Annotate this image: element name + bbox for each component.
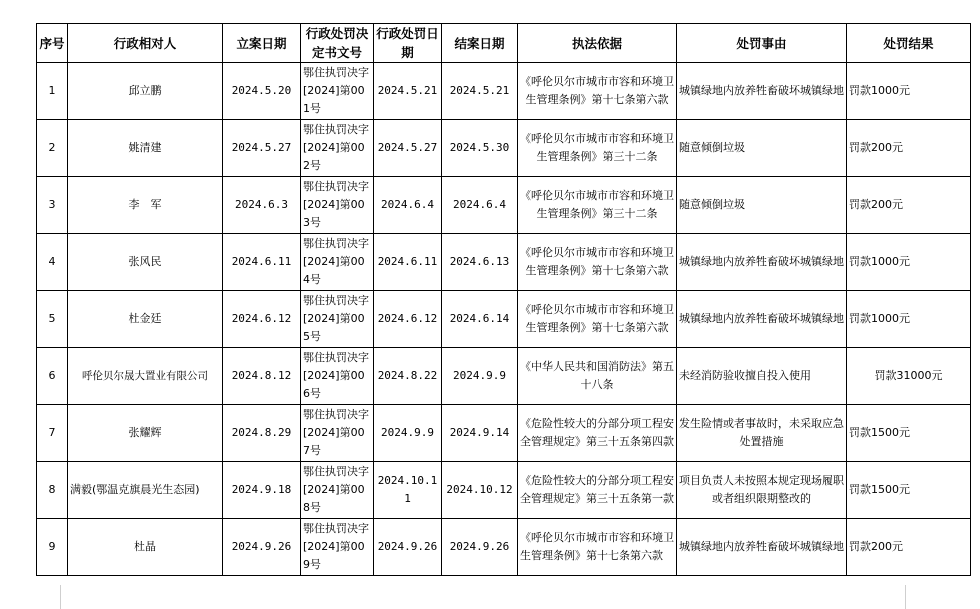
cell-matter: 城镇绿地内放养牲畜破坏城镇绿地 — [677, 519, 847, 576]
cell-closing-date: 2024.5.21 — [442, 63, 518, 120]
cell-matter: 城镇绿地内放养牲畜破坏城镇绿地 — [677, 63, 847, 120]
cell-basis: 《呼伦贝尔市城市市容和环境卫生管理条例》第十七条第六款 — [518, 63, 677, 120]
cell-basis: 《危险性较大的分部分项工程安全管理规定》第三十五条第一款 — [518, 462, 677, 519]
cell-result: 罚款1000元 — [847, 291, 971, 348]
cell-party: 李 军 — [68, 177, 223, 234]
cell-decision-date: 2024.5.21 — [374, 63, 442, 120]
cell-filing-date: 2024.8.29 — [223, 405, 301, 462]
cell-matter: 城镇绿地内放养牲畜破坏城镇绿地 — [677, 291, 847, 348]
table-row — [37, 120, 971, 177]
header-filing-date: 立案日期 — [223, 24, 301, 63]
cell-closing-date: 2024.6.13 — [442, 234, 518, 291]
cell-filing-date: 2024.6.3 — [223, 177, 301, 234]
page-margin-line-left — [60, 585, 61, 609]
cell-decision-no: 鄂住执罚决字[2024]第001号 — [301, 63, 374, 120]
cell-seq: 1 — [37, 63, 68, 120]
cell-filing-date: 2024.8.12 — [223, 348, 301, 405]
page-margin-line-right — [905, 585, 906, 609]
header-matter: 处罚事由 — [677, 24, 847, 63]
cell-result: 罚款200元 — [847, 120, 971, 177]
cell-decision-no: 鄂住执罚决字[2024]第007号 — [301, 405, 374, 462]
cell-filing-date: 2024.5.20 — [223, 63, 301, 120]
cell-matter: 随意倾倒垃圾 — [677, 177, 847, 234]
cell-party: 姚清建 — [68, 120, 223, 177]
cell-party: 张风民 — [68, 234, 223, 291]
cell-decision-date: 2024.9.26 — [374, 519, 442, 576]
cell-filing-date: 2024.5.27 — [223, 120, 301, 177]
cell-closing-date: 2024.5.30 — [442, 120, 518, 177]
cell-decision-no: 鄂住执罚决字[2024]第003号 — [301, 177, 374, 234]
cell-decision-no: 鄂住执罚决字[2024]第004号 — [301, 234, 374, 291]
cell-filing-date: 2024.6.11 — [223, 234, 301, 291]
cell-seq: 2 — [37, 120, 68, 177]
cell-basis: 《呼伦贝尔市城市市容和环境卫生管理条例》第十七条第六款 — [518, 234, 677, 291]
cell-matter: 城镇绿地内放养牲畜破坏城镇绿地 — [677, 234, 847, 291]
table-row — [37, 348, 971, 405]
cell-decision-date: 2024.9.9 — [374, 405, 442, 462]
cell-decision-date: 2024.6.12 — [374, 291, 442, 348]
cell-result: 罚款1000元 — [847, 63, 971, 120]
cell-closing-date: 2024.9.26 — [442, 519, 518, 576]
cell-decision-date: 2024.8.22 — [374, 348, 442, 405]
cell-result: 罚款1000元 — [847, 234, 971, 291]
cell-seq: 9 — [37, 519, 68, 576]
cell-party: 杜金廷 — [68, 291, 223, 348]
cell-closing-date: 2024.9.9 — [442, 348, 518, 405]
cell-seq: 4 — [37, 234, 68, 291]
cell-basis: 《呼伦贝尔市城市市容和环境卫生管理条例》第十七条第六款 — [518, 291, 677, 348]
cell-result: 罚款31000元 — [847, 348, 971, 405]
cell-basis: 《呼伦贝尔市城市市容和环境卫生管理条例》第三十二条 — [518, 120, 677, 177]
cell-decision-no: 鄂住执罚决字[2024]第009号 — [301, 519, 374, 576]
header-row — [37, 24, 971, 63]
table-row — [37, 234, 971, 291]
cell-party: 杜晶 — [68, 519, 223, 576]
cell-filing-date: 2024.6.12 — [223, 291, 301, 348]
cell-basis: 《呼伦贝尔市城市市容和环境卫生管理条例》第三十二条 — [518, 177, 677, 234]
cell-filing-date: 2024.9.26 — [223, 519, 301, 576]
cell-decision-date: 2024.6.4 — [374, 177, 442, 234]
cell-seq: 6 — [37, 348, 68, 405]
header-seq: 序号 — [37, 24, 68, 63]
cell-decision-date: 2024.5.27 — [374, 120, 442, 177]
cell-filing-date: 2024.9.18 — [223, 462, 301, 519]
cell-result: 罚款200元 — [847, 519, 971, 576]
cell-matter: 项目负责人未按照本规定现场履职或者组织限期整改的 — [677, 462, 847, 519]
cell-decision-no: 鄂住执罚决字[2024]第008号 — [301, 462, 374, 519]
cell-party: 呼伦贝尔晟大置业有限公司 — [68, 348, 223, 405]
cell-matter: 发生险情或者事故时，未采取应急处置措施 — [677, 405, 847, 462]
cell-closing-date: 2024.9.14 — [442, 405, 518, 462]
cell-closing-date: 2024.6.14 — [442, 291, 518, 348]
cell-basis: 《危险性较大的分部分项工程安全管理规定》第三十五条第四款 — [518, 405, 677, 462]
header-party: 行政相对人 — [68, 24, 223, 63]
cell-party: 邱立鹏 — [68, 63, 223, 120]
header-result: 处罚结果 — [847, 24, 971, 63]
cell-result: 罚款1500元 — [847, 405, 971, 462]
cell-basis: 《中华人民共和国消防法》第五十八条 — [518, 348, 677, 405]
table-row — [37, 291, 971, 348]
cell-seq: 3 — [37, 177, 68, 234]
cell-basis: 《呼伦贝尔市城市市容和环境卫生管理条例》第十七条第六款 — [518, 519, 677, 576]
header-decision-date: 行政处罚日期 — [374, 24, 442, 63]
cell-matter: 随意倾倒垃圾 — [677, 120, 847, 177]
table-row — [37, 63, 971, 120]
table-row — [37, 405, 971, 462]
table-row — [37, 462, 971, 519]
cell-party: 张耀辉 — [68, 405, 223, 462]
header-closing-date: 结案日期 — [442, 24, 518, 63]
cell-decision-no: 鄂住执罚决字[2024]第002号 — [301, 120, 374, 177]
penalty-table — [36, 23, 971, 576]
cell-closing-date: 2024.10.12 — [442, 462, 518, 519]
cell-result: 罚款1500元 — [847, 462, 971, 519]
cell-result: 罚款200元 — [847, 177, 971, 234]
cell-matter: 未经消防验收擅自投入使用 — [677, 348, 847, 405]
cell-decision-no: 鄂住执罚决字[2024]第005号 — [301, 291, 374, 348]
table-row — [37, 177, 971, 234]
cell-party: 满毅(鄂温克旗晨光生态园) — [68, 462, 223, 519]
cell-seq: 8 — [37, 462, 68, 519]
cell-decision-date: 2024.6.11 — [374, 234, 442, 291]
cell-closing-date: 2024.6.4 — [442, 177, 518, 234]
header-basis: 执法依据 — [518, 24, 677, 63]
cell-decision-no: 鄂住执罚决字[2024]第006号 — [301, 348, 374, 405]
table-row — [37, 519, 971, 576]
cell-decision-date: 2024.10.11 — [374, 462, 442, 519]
header-decision-no: 行政处罚决定书文号 — [301, 24, 374, 63]
cell-seq: 7 — [37, 405, 68, 462]
cell-seq: 5 — [37, 291, 68, 348]
